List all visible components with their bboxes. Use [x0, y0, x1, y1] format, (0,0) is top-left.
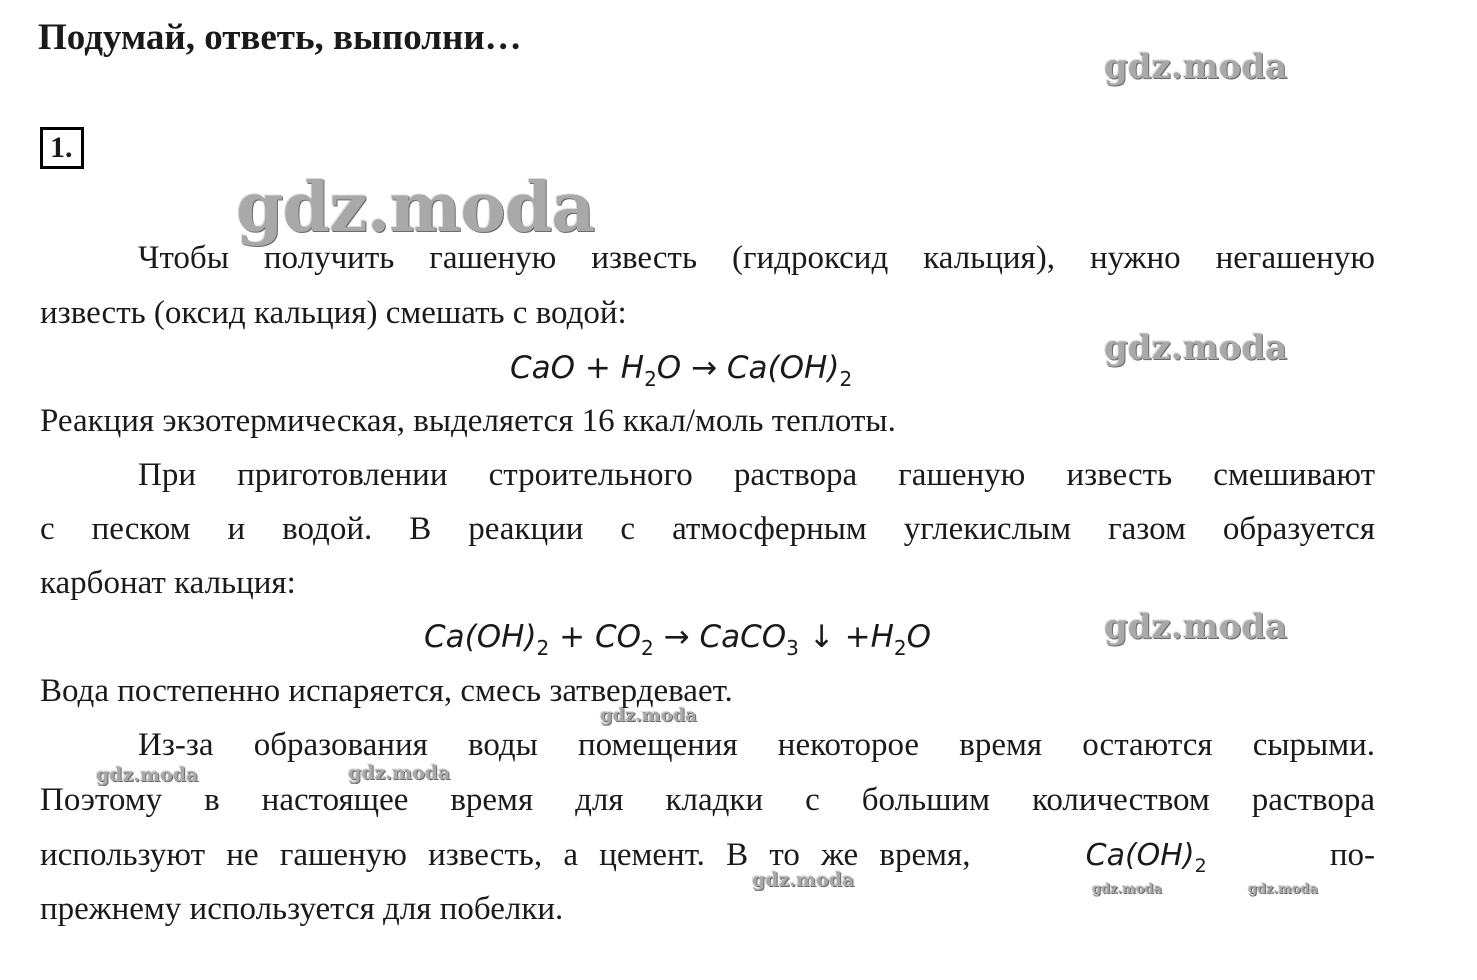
paragraph-5-line-1: Из-за образования воды помещения некоторое время остаются сырыми.	[138, 727, 1375, 763]
watermark: gdz.moda	[1104, 47, 1288, 87]
equation-lime-slaking: CaO + $H_2O \to Ca(OH)_2$	[510, 350, 853, 391]
watermark: gdz.moda	[96, 764, 199, 786]
paragraph-2: Реакция экзотермическая, выделяется 16 ккал/моль теплоты.	[40, 403, 896, 439]
paragraph-3-line-1: При приготовлении строительного раствора гашеную известь смешивают	[138, 457, 1375, 493]
watermark: gdz.moda	[1248, 882, 1319, 897]
paragraph-5-line-3-end: по-	[1329, 837, 1375, 873]
paragraph-5-line-3	[40, 835, 1375, 886]
paragraph-5-line-2: Поэтому в настоящее время для кладки с большим количеством раствора	[40, 782, 1375, 818]
paragraph-4: Вода постепенно испаряется, смесь затвердевает.	[40, 673, 733, 709]
watermark: gdz.moda	[348, 762, 451, 784]
inline-formula-calcium-hydroxide: $Ca(OH)_2$	[1085, 838, 1207, 877]
paragraph-1-line-2: известь (оксид кальция) смешать с водой:	[40, 295, 627, 331]
paragraph-1-line-1: Чтобы получить гашеную известь (гидроксид кальция), нужно негашеную	[138, 240, 1375, 276]
paragraph-3-line-2: с песком и водой. В реакции с атмосферным углекислым газом образуется	[40, 511, 1375, 547]
watermark: gdz.moda	[1104, 607, 1288, 647]
watermark: gdz.moda	[600, 705, 697, 726]
section-heading: Подумай, ответь, выполни…	[38, 17, 522, 58]
watermark: gdz.moda	[236, 168, 595, 248]
watermark: gdz.moda	[1092, 882, 1163, 897]
task-number: 1.	[50, 131, 73, 164]
paragraph-3-line-3: карбонат кальция:	[40, 565, 296, 601]
watermark: gdz.moda	[752, 869, 855, 891]
task-number-box	[40, 127, 84, 169]
watermark: gdz.moda	[1104, 328, 1288, 368]
paragraph-5-line-3-text: используют не гашеную известь, а цемент. В то же время,	[40, 837, 971, 873]
paragraph-5-line-4: прежнему используется для побелки.	[40, 891, 564, 927]
equation-carbonation: $Ca(OH)_2 + CO_2$ → CaCO$_3$ ↓ $+H_2O$	[424, 619, 932, 660]
